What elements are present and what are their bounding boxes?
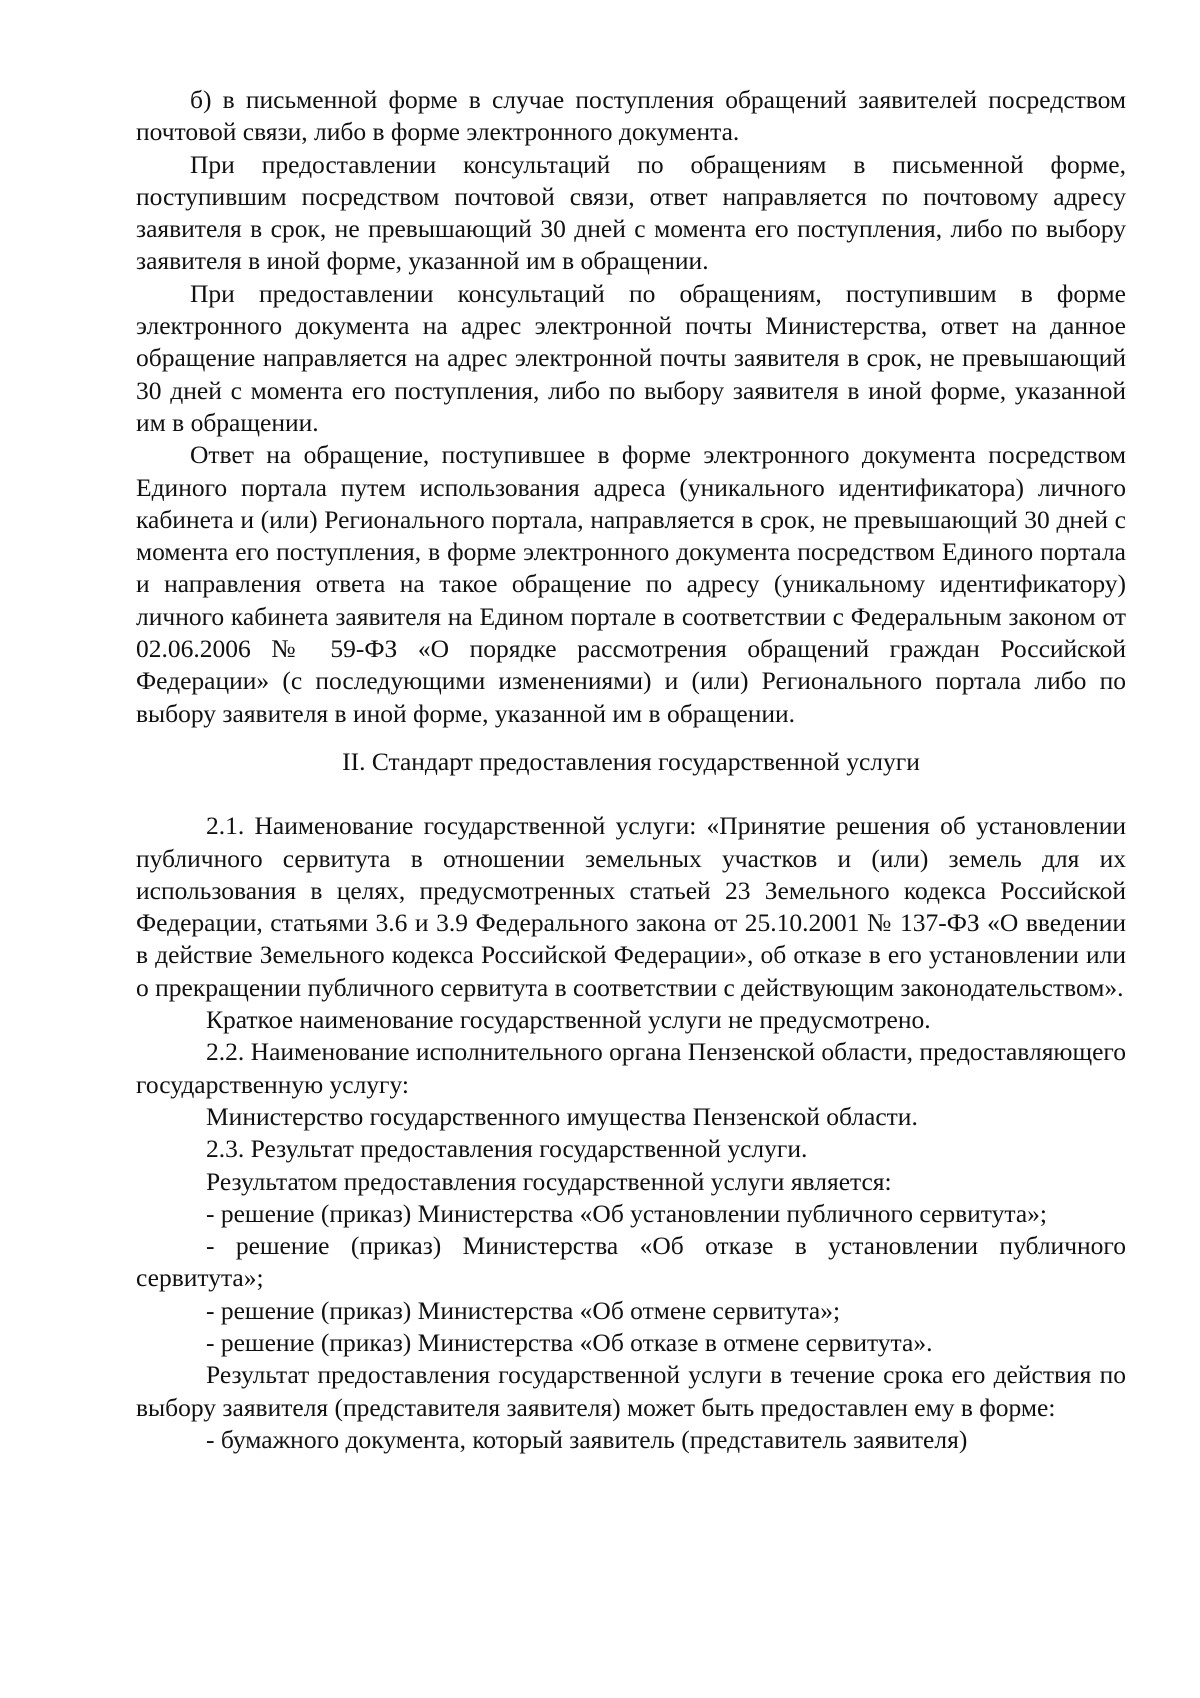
bullet-item: - решение (приказ) Министерства «Об установлении публичного сервитута»; — [206, 1198, 1047, 1228]
bullet-item: - решение (приказ) Министерства «Об отмене сервитута»; — [206, 1295, 841, 1325]
paragraph-result-form: Результат предоставления государственной услуги в течение срока его действия по выбору заявителя (представителя заявителя) может быть предоставлен ему в форме: — [136, 1360, 1126, 1422]
paragraph-paper-document: - бумажного документа, который заявитель (представитель заявителя) — [206, 1424, 968, 1454]
paragraph-2-3: 2.3. Результат предоставления государственной услуги. — [206, 1134, 808, 1164]
bullet-item: - решение (приказ) Министерства «Об отказе в установлении публичного сервитута»; — [136, 1231, 1126, 1293]
paragraph-short-name: Краткое наименование государственной услуги не предусмотрено. — [206, 1005, 931, 1035]
section-heading: II. Стандарт предоставления государственной услуги — [342, 746, 920, 776]
bullet-item: - решение (приказ) Министерства «Об отказе в отмене сервитута». — [206, 1327, 933, 1357]
paragraph-email-response: При предоставлении консультаций по обращениям, поступившим в форме электронного документа на адрес электронной почты Министерства, ответ на данное обращение направляется на адрес электронной почты заявителя в срок, не превышающий 30 дней с момента его поступления, либо по выбору заявителя в иной форме, указанной им в обращении. — [136, 278, 1126, 437]
paragraph-2-1: 2.1. Наименование государственной услуги: «Принятие решения об установлении публичного сервитута в отношении земельных участков и (или) земель для их использования в целях, предусмотренных статьей 23 Земельного кодекса Российской Федерации, статьями 3.6 и 3.9 Федерального закона от 25.10.2001 № 137-ФЗ «О введении в действие Земельного кодекса Российской Федерации», об отказе в его установлении или о прекращении публичного сервитута в соответствии с действующим законодательством». — [136, 811, 1126, 1002]
paragraph-ministry: Министерство государственного имущества Пензенской области. — [206, 1101, 918, 1131]
paragraph-mail-response: При предоставлении консультаций по обращениям в письменной форме, поступившим посредством почтовой связи, ответ направляется по почтовому адресу заявителя в срок, не превышающий 30 дней с момента его поступления, либо по выбору заявителя в иной форме, указанной им в обращении. — [136, 149, 1126, 276]
document-body — [136, 84, 1126, 1456]
paragraph-portal-response: Ответ на обращение, поступившее в форме электронного документа посредством Единого портала путем использования адреса (уникального идентификатора) личного кабинета и (или) Регионального портала, направляется в срок, не превышающий 30 дней с момента его поступления, в форме электронного документа посредством Единого портала и направления ответа на такое обращение по адресу (уникальному идентификатору) личного кабинета заявителя на Едином портале в соответствии с Федеральным законом от 02.06.2006 № 59-ФЗ «О порядке рассмотрения обращений граждан Российской Федерации» (с последующими изменениями) и (или) Регионального портала либо по выбору заявителя в иной форме, указанной им в обращении. — [136, 440, 1126, 728]
paragraph-result-intro: Результатом предоставления государственной услуги является: — [206, 1166, 892, 1196]
paragraph-b: б) в письменной форме в случае поступления обращений заявителей посредством почтовой связи, либо в форме электронного документа. — [136, 85, 1126, 147]
paragraph-2-2: 2.2. Наименование исполнительного органа Пензенской области, предоставляющего государственную услугу: — [136, 1037, 1126, 1099]
